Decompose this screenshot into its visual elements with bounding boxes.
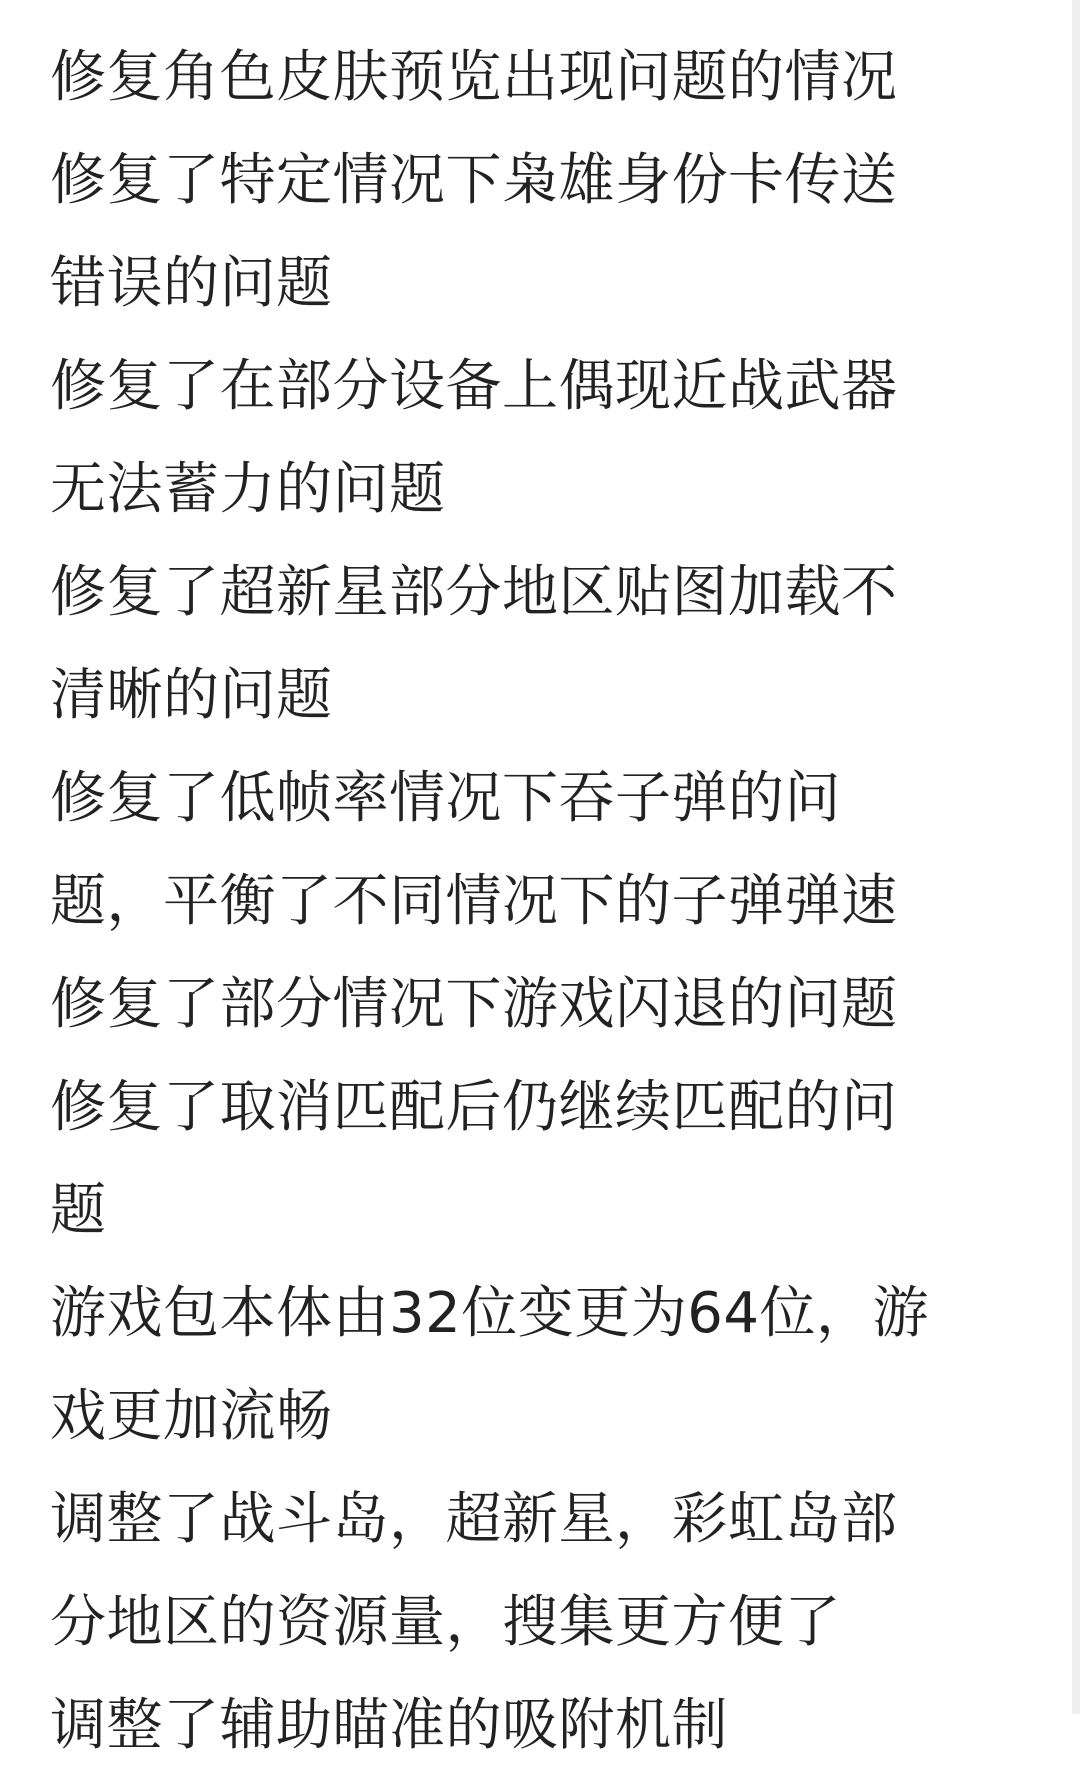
text-line: 修复了超新星部分地区贴图加载不 — [50, 560, 898, 625]
text-line: 修复了取消匹配后仍继续匹配的问 — [50, 1075, 898, 1140]
text-line: 修复了特定情况下枭雄身份卡传送 — [50, 148, 898, 213]
text-line: 游戏包本体由32位变更为64位，游 — [50, 1281, 930, 1346]
text-line: 修复角色皮肤预览出现问题的情况 — [50, 45, 898, 110]
changelog-text — [50, 26, 1010, 1777]
text-line: 题 — [50, 1178, 107, 1243]
text-line: 修复了低帧率情况下吞子弹的问 — [50, 766, 841, 831]
text-line: 调整了辅助瞄准的吸附机制 — [50, 1693, 728, 1758]
text-line: 错误的问题 — [50, 251, 333, 316]
right-edge-divider — [1072, 0, 1080, 1714]
text-line: 题，平衡了不同情况下的子弹弹速 — [50, 869, 898, 934]
text-line: 戏更加流畅 — [50, 1384, 333, 1449]
text-line: 修复了在部分设备上偶现近战武器 — [50, 354, 898, 419]
text-line: 无法蓄力的问题 — [50, 457, 446, 522]
text-line: 调整了战斗岛，超新星，彩虹岛部 — [50, 1487, 898, 1552]
text-line: 修复了部分情况下游戏闪退的问题 — [50, 972, 898, 1037]
text-line: 分地区的资源量，搜集更方便了 — [50, 1590, 841, 1655]
text-line: 清晰的问题 — [50, 663, 333, 728]
